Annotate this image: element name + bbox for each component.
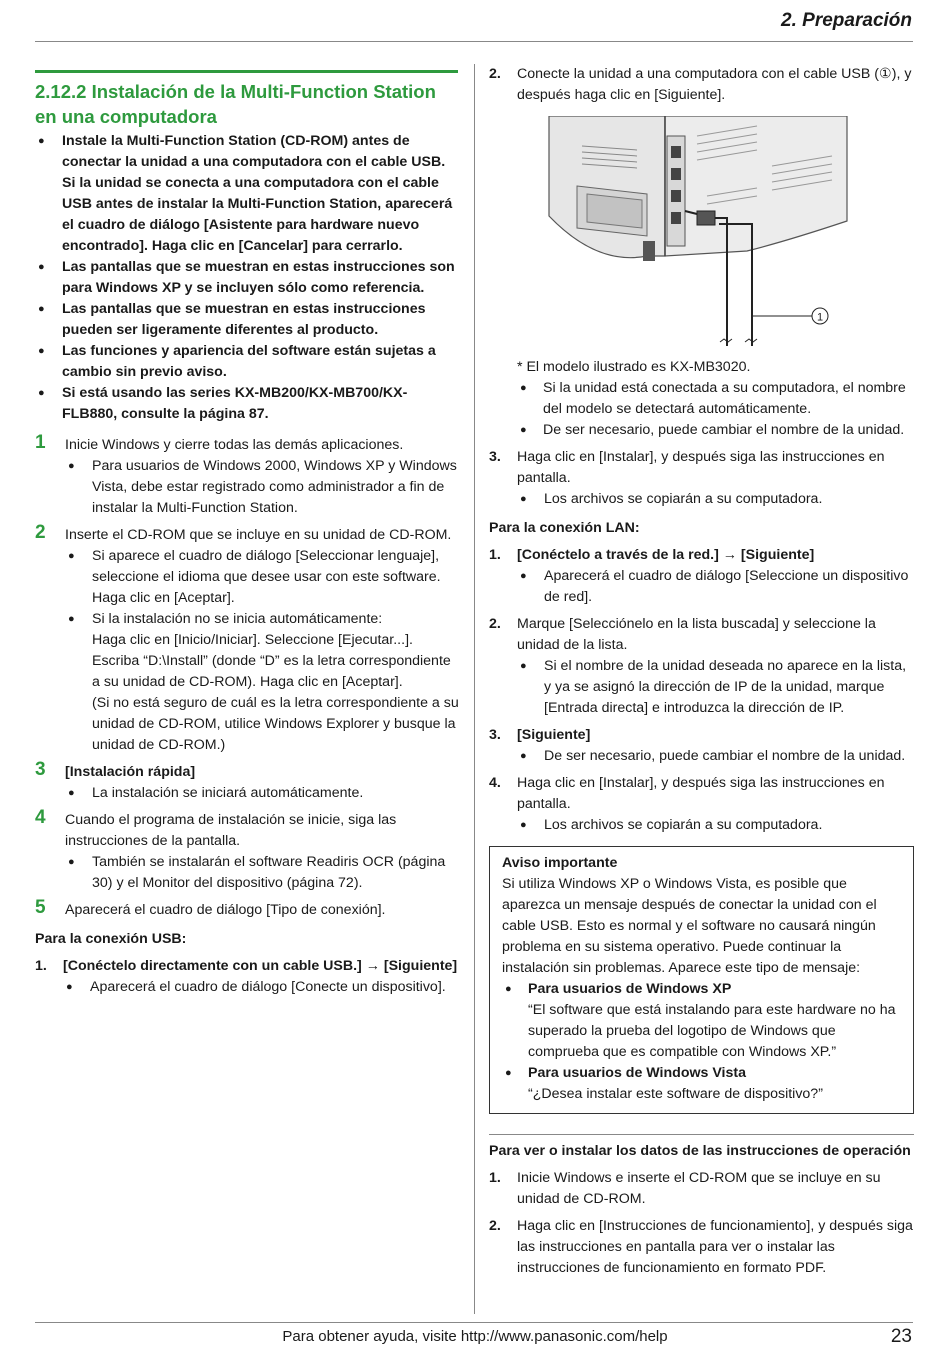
footer-help-link[interactable]: Para obtener ayuda, visite http://www.panasonic.com/help xyxy=(282,1328,668,1345)
usb-step-3: 3. Haga clic en [Instalar], y después siga las instrucciones en pantalla. ● Los archivos se copiarán a su computadora. xyxy=(489,447,914,510)
step-text: Aparecerá el cuadro de diálogo [Tipo de conexión]. xyxy=(65,902,386,918)
install-step xyxy=(35,897,460,921)
lan-step-bullet: ● Los archivos se copiarán a su computadora. xyxy=(517,815,914,836)
step-text: [Instalación rápida] xyxy=(65,764,196,780)
intro-bullet: ● Las pantallas que se muestran en estas instrucciones pueden ser ligeramente diferentes al producto. xyxy=(35,299,460,341)
notice-bullet-xp: ● Para usuarios de Windows XP “El software que está instalando para este hardware no ha superado la prueba del logotipo de Windows que comprueba que es compatible con Windows XP.” xyxy=(502,979,903,1063)
step-bullet: ● Si la instalación no se inicia automáticamente: Haga clic en [Inicio/Iniciar]. Seleccione [Ejecutar...]. Escriba “D:\Install” (donde “D” es la letra correspondiente a su unidad de CD-ROM). Haga clic en [Aceptar]. (Si no está seguro de cuál es la letra correspondiente a su unidad de CD-ROM, utilice Windows Explorer y busque la unidad de CD-ROM.) xyxy=(65,609,460,756)
lan-step: 1. [Conéctelo a través de la red.] → [Siguiente] ● Aparecerá el cuadro de diálogo [Seleccione un dispositivo de red]. xyxy=(489,545,914,608)
page-header-title: 2. Preparación xyxy=(781,10,912,31)
notice-bullet-vista: ● Para usuarios de Windows Vista “¿Desea instalar este software de dispositivo?” xyxy=(502,1063,903,1105)
section-title: 2.12.2 Instalación de la Multi-Function Station en una computadora xyxy=(35,81,436,127)
figure-bullet: ● Si la unidad está conectada a su computadora, el nombre del modelo se detectará automáticamente. xyxy=(516,378,914,420)
left-column xyxy=(35,70,460,998)
pdf-step: 1. Inicie Windows e inserte el CD-ROM que se incluye en su unidad de CD-ROM. xyxy=(489,1170,881,1207)
lan-step-bullet: ● Aparecerá el cuadro de diálogo [Seleccione un dispositivo de red]. xyxy=(517,566,914,608)
figure-note: * El modelo ilustrado es KX-MB3020. xyxy=(517,359,751,375)
header-divider xyxy=(35,41,913,42)
callout-number: 1 xyxy=(816,311,824,324)
intro-bullet: ● Las funciones y apariencia del software están sujetas a cambio sin previo aviso. xyxy=(35,341,460,383)
install-step xyxy=(35,759,460,804)
usb-connection-illustration xyxy=(547,116,857,351)
intro-bullet: ● Las pantallas que se muestran en estas instrucciones son para Windows XP y se incluyen sólo como referencia. xyxy=(35,257,460,299)
install-step xyxy=(35,522,460,756)
printer-rear-illustration xyxy=(547,116,857,351)
usb-step-bullet: ● Aparecerá el cuadro de diálogo [Conecte un dispositivo]. xyxy=(63,977,460,998)
lan-heading: Para la conexión LAN: xyxy=(489,520,640,536)
footer-divider xyxy=(35,1322,913,1323)
page-number: 23 xyxy=(890,1326,912,1347)
pdf-heading: Para ver o instalar los datos de las instrucciones de operación xyxy=(489,1143,911,1159)
lan-step: 3. [Siguiente] ● De ser necesario, puede cambiar el nombre de la unidad. xyxy=(489,725,914,767)
step-text: Cuando el programa de instalación se inicie, siga las instrucciones de la pantalla. xyxy=(65,812,397,849)
lan-step: 2. Marque [Selecciónelo en la lista buscada] y seleccione la unidad de la lista. ● Si el nombre de la unidad deseada no aparece en la lista, y ya se asignó la dirección de IP de la unidad, marque [Entrada directa] e introduzca la dirección de IP. xyxy=(489,614,914,719)
step-number: 4 xyxy=(35,807,46,828)
step-number: 2 xyxy=(35,522,46,543)
intro-bullet: ● Instale la Multi-Function Station (CD-ROM) antes de conectar la unidad a una computadora con el cable USB. Si la unidad se conecta a una computadora con el cable USB antes de instalar la Multi-Function Station, aparecerá el cuadro de diálogo [Asistente para hardware nuevo encontrado]. Haga clic en [Cancelar] para cerrarlo. xyxy=(35,131,460,257)
lan-step-bullet: ● De ser necesario, puede cambiar el nombre de la unidad. xyxy=(517,746,914,767)
important-notice-box xyxy=(489,846,914,1114)
step-text: Inicie Windows y cierre todas las demás aplicaciones. xyxy=(65,437,404,453)
right-column xyxy=(489,64,914,1279)
usb-heading: Para la conexión USB: xyxy=(35,931,187,947)
usb-step xyxy=(35,956,460,998)
pdf-step: 2. Haga clic en [Instrucciones de funcionamiento], y después siga las instrucciones en pantalla para ver o instalar las instrucciones de funcionamiento en formato PDF. xyxy=(489,1218,913,1276)
step-bullet: ● Si aparece el cuadro de diálogo [Seleccionar lenguaje], seleccione el idioma que desee usar con este software. Haga clic en [Aceptar]. xyxy=(65,546,460,609)
lan-step: 4. Haga clic en [Instalar], y después siga las instrucciones en pantalla. ● Los archivos se copiarán a su computadora. xyxy=(489,773,914,836)
column-divider xyxy=(474,64,475,1314)
step-number: 5 xyxy=(35,897,46,918)
usb-step-3-bullet: ● Los archivos se copiarán a su computadora. xyxy=(517,489,914,510)
intro-bullet: ● Si está usando las series KX-MB200/KX-MB700/KX-FLB880, consulte la página 87. xyxy=(35,383,460,425)
notice-body: Si utiliza Windows XP o Windows Vista, es posible que aparezca un mensaje después de conectar la unidad con el cable USB. Esto es normal y el software no causará ningún problema en su sistema operativo. Puede continuar la instalación sin problemas. Aparece este tipo de mensaje: xyxy=(502,876,877,976)
figure-bullet: ● De ser necesario, puede cambiar el nombre de la unidad. xyxy=(516,420,914,441)
lan-step-bullet: ● Si el nombre de la unidad deseada no aparece en la lista, y ya se asignó la dirección de IP de la unidad, marque [Entrada directa] e introduzca la dirección de IP. xyxy=(517,656,914,719)
step-bullet: ● Para usuarios de Windows 2000, Windows XP y Windows Vista, debe estar registrado como administrador a fin de instalar la Multi-Function Station. xyxy=(65,456,460,519)
step-bullet: ● También se instalarán el software Readiris OCR (página 30) y el Monitor del dispositivo (página 72). xyxy=(65,852,460,894)
pdf-section-rule xyxy=(489,1134,914,1135)
usb-step-2-text: Conecte la unidad a una computadora con el cable USB (①), y después haga clic en [Siguiente]. xyxy=(517,66,912,103)
usb-step-text: [Conéctelo directamente con un cable USB.] → [Siguiente] xyxy=(63,958,458,974)
install-step xyxy=(35,807,460,894)
step-text: Inserte el CD-ROM que se incluye en su unidad de CD-ROM. xyxy=(65,527,452,543)
section-rule xyxy=(35,70,458,73)
usb-step-2: 2. Conecte la unidad a una computadora con el cable USB (①), y después haga clic en [Siguiente]. xyxy=(489,64,914,106)
usb-step-3-text: Haga clic en [Instalar], y después siga las instrucciones en pantalla. xyxy=(517,449,885,486)
usb-step-number: 1. xyxy=(35,958,47,974)
install-step xyxy=(35,432,460,519)
step-number: 3 xyxy=(35,759,46,780)
notice-title: Aviso importante xyxy=(502,855,618,871)
step-number: 1 xyxy=(35,432,46,453)
step-bullet: ● La instalación se iniciará automáticamente. xyxy=(65,783,460,804)
